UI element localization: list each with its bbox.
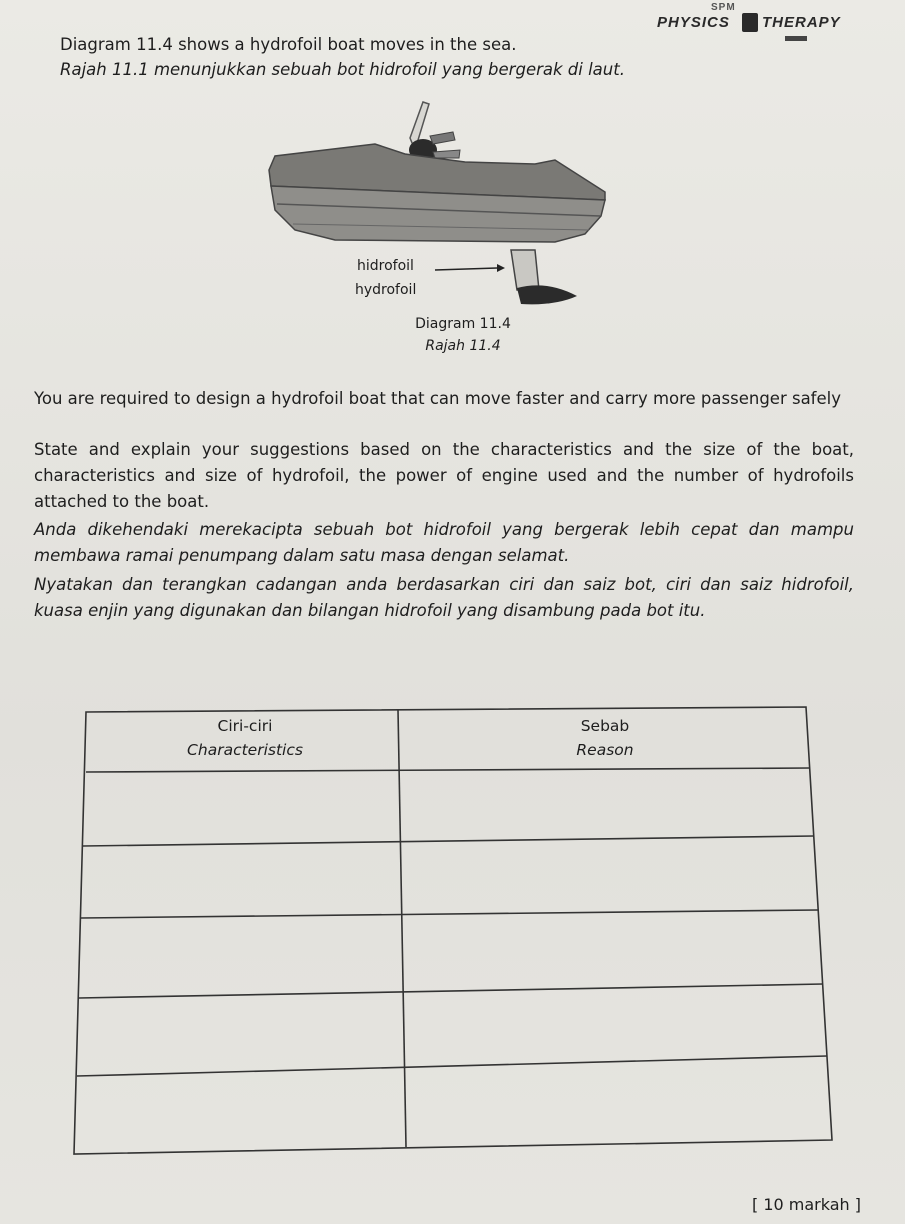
question-malay-p2: Nyatakan dan terangkan cadangan anda berdasarkan ciri dan saiz bot, ciri dan saiz hidrofoil, kuasa enjin yang digunakan dan bilangan hidrofoil yang disambung pada bot itu. [34,575,854,620]
question-english-p1: You are required to design a hydrofoil boat that can move faster and carry more passenger safely [34,389,841,408]
intro-malay: Rajah 11.1 menunjukkan sebuah bot hidrofoil yang bergerak di laut. [60,60,625,79]
brand-spm-label: SPM [711,2,736,13]
table-header-line [86,768,810,772]
marks-label: [ 10 markah ] [752,1195,861,1214]
column2-header-malay: Sebab [580,717,630,735]
diagram-caption-malay: Rajah 11.4 [425,338,501,354]
table-row-line-3 [79,984,823,998]
column-header-characteristics [180,714,310,762]
column2-header-english: Reason [576,741,634,759]
brand-word-therapy: THERAPY [762,14,841,31]
table-row-line-2 [81,910,818,918]
table-border [74,707,832,1154]
hydrofoil-label-english: hydrofoil [355,282,417,298]
question-malay-p1: Anda dikehendaki merekacipta sebuah bot hidrofoil yang bergerak lebih cepat dan mampu membawa ramai penumpang dalam satu masa dengan selamat. [34,520,854,565]
table-column-divider [398,710,406,1147]
column1-header-english: Characteristics [187,741,303,759]
table-row-line-4 [77,1056,827,1076]
question-english-p2: State and explain your suggestions based on the characteristics and the size of the boat, characteristics and size of hydrofoil, the power of engine used and the number of hydrofoils attached to the boat. [34,440,854,511]
column1-header-malay: Ciri-ciri [217,717,273,735]
diagram-caption-english: Diagram 11.4 [415,316,511,332]
column-header-reason [555,714,655,762]
intro-english: Diagram 11.4 shows a hydrofoil boat moves in the sea. [60,35,517,54]
brand-word-physics: PHYSICS [657,14,730,31]
hydrofoil-label-malay: hidrofoil [357,258,414,274]
table-row-line-1 [83,836,814,846]
